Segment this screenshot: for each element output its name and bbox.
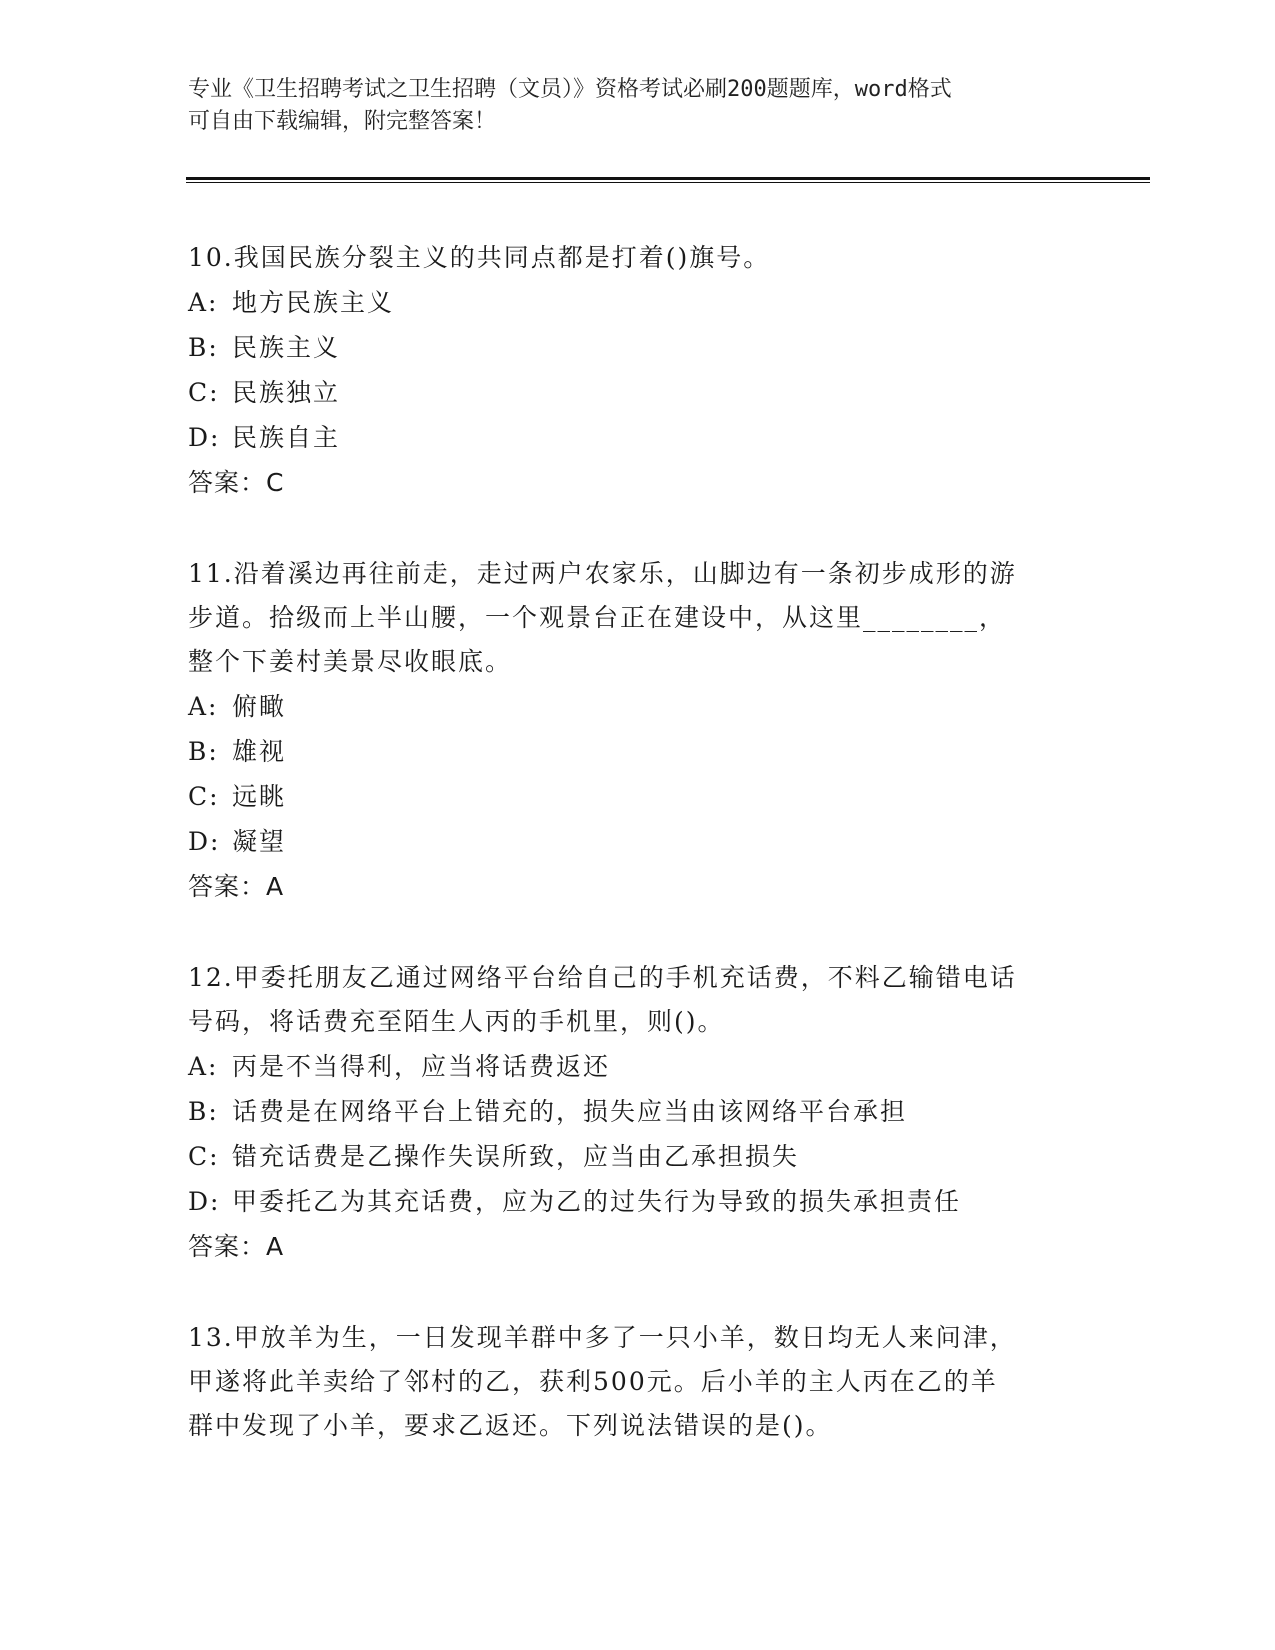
question-text: 整个下姜村美景尽收眼底。: [188, 647, 513, 676]
answer-line: 答案：C: [188, 468, 285, 497]
question-text: 群中发现了小羊，要求乙返还。下列说法错误的是()。: [188, 1411, 833, 1440]
option-d: [188, 1179, 1088, 1224]
option-b: [188, 325, 1088, 370]
option-c: [188, 774, 1088, 819]
option-a: [188, 280, 1088, 325]
question-text: 13.甲放羊为生，一日发现羊群中多了一只小羊，数日均无人来问津，: [188, 1323, 1017, 1352]
question-12: [188, 956, 1088, 1269]
header-divider-thin: [186, 182, 1150, 183]
option-text: 民族独立: [232, 378, 341, 407]
option-text: 民族自主: [232, 423, 341, 452]
option-text: 远眺: [232, 782, 287, 811]
option-text: 话费是在网络平台上错充的，损失应当由该网络平台承担: [232, 1097, 908, 1126]
option-letter: A:: [188, 288, 219, 317]
question-10: [188, 236, 1088, 505]
question-text: 10.我国民族分裂主义的共同点都是打着()旗号。: [188, 243, 771, 272]
question-text: 11.沿着溪边再往前走，走过两户农家乐，山脚边有一条初步成形的游: [188, 559, 1017, 588]
option-b: [188, 1089, 1088, 1134]
document-header: [188, 74, 1088, 138]
option-letter: A:: [188, 1052, 219, 1081]
question-11: [188, 552, 1088, 909]
option-b: [188, 729, 1088, 774]
option-letter: C:: [188, 1142, 220, 1171]
option-c: [188, 370, 1088, 415]
option-text: 凝望: [232, 827, 287, 856]
option-c: [188, 1134, 1088, 1179]
option-text: 地方民族主义: [232, 288, 395, 317]
question-list: [188, 236, 1088, 1495]
option-text: 民族主义: [232, 333, 341, 362]
option-letter: C:: [188, 378, 220, 407]
option-a: [188, 1044, 1088, 1089]
option-letter: B:: [188, 1097, 219, 1126]
option-text: 丙是不当得利，应当将话费返还: [232, 1052, 611, 1081]
question-13: [188, 1316, 1088, 1448]
question-text: 步道。拾级而上半山腰，一个观景台正在建设中，从这里________，: [188, 603, 1007, 632]
answer-line: 答案：A: [188, 1232, 285, 1261]
question-text: 甲遂将此羊卖给了邻村的乙，获利500元。后小羊的主人丙在乙的羊: [188, 1367, 998, 1396]
answer-line: 答案：A: [188, 872, 285, 901]
option-d: [188, 415, 1088, 460]
option-letter: B:: [188, 737, 219, 766]
question-text: 12.甲委托朋友乙通过网络平台给自己的手机充话费，不料乙输错电话: [188, 963, 1017, 992]
option-text: 俯瞰: [232, 692, 287, 721]
option-letter: D:: [188, 423, 221, 452]
option-letter: B:: [188, 333, 219, 362]
header-divider: [186, 177, 1150, 180]
option-letter: D:: [188, 1187, 221, 1216]
question-text: 号码，将话费充至陌生人丙的手机里，则()。: [188, 1007, 725, 1036]
option-a: [188, 684, 1088, 729]
header-line-2: 可自由下载编辑，附完整答案！: [188, 109, 497, 134]
option-letter: D:: [188, 827, 221, 856]
header-line-1: 专业《卫生招聘考试之卫生招聘（文员）》资格考试必刷200题题库，word格式: [188, 77, 952, 102]
option-letter: C:: [188, 782, 220, 811]
option-letter: A:: [188, 692, 219, 721]
option-text: 错充话费是乙操作失误所致，应当由乙承担损失: [232, 1142, 800, 1171]
option-text: 甲委托乙为其充话费，应为乙的过失行为导致的损失承担责任: [232, 1187, 962, 1216]
option-d: [188, 819, 1088, 864]
option-text: 雄视: [232, 737, 287, 766]
